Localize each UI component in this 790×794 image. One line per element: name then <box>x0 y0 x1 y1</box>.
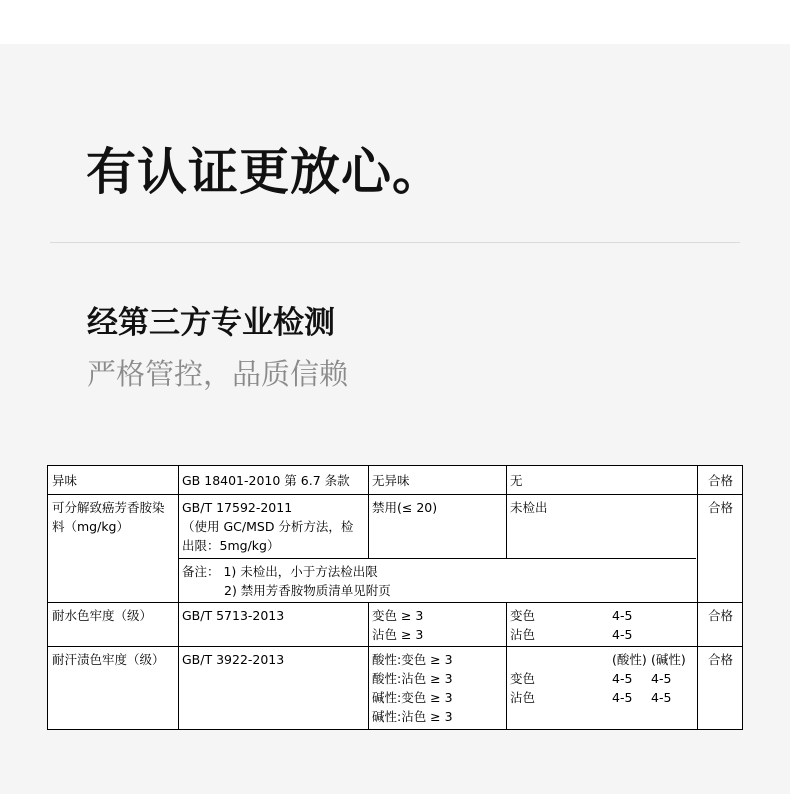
hero-title: 有认证更放心。 <box>86 143 443 201</box>
row-water-item: 耐水色牢度（级） <box>52 608 153 623</box>
divider <box>50 242 740 243</box>
row-water-result-label: 变色 <box>510 608 536 623</box>
row-amine-note: 备注： 1) 未检出，小于方法检出限 <box>182 564 378 579</box>
row-water-verdict: 合格 <box>708 608 734 623</box>
row-water-result-value: 4-5 <box>612 627 633 642</box>
row-amine-result: 未检出 <box>510 500 548 515</box>
row-sweat-result-acid: 4-5 <box>612 690 633 705</box>
row-amine-standard: （使用 GC/MSD 分析方法，检 <box>182 519 354 534</box>
row-amine-note: 2) 禁用芳香胺物质清单见附页 <box>224 583 391 598</box>
section-title: 经第三方专业检测 <box>87 305 335 341</box>
row-sweat-item: 耐汗渍色牢度（级） <box>52 652 165 667</box>
row-sweat-result-label: 沾色 <box>510 690 536 705</box>
row-amine-standard: GB/T 17592-2011 <box>182 500 293 515</box>
table-row-divider <box>48 602 742 603</box>
row-odor-item: 异味 <box>52 473 78 488</box>
row-amine-requirement: 禁用(≤ 20) <box>372 500 438 515</box>
row-sweat-requirement: 酸性:变色 ≥ 3 <box>372 652 453 667</box>
row-sweat-result-acid: 4-5 <box>612 671 633 686</box>
row-odor-result: 无 <box>510 473 523 488</box>
table-row-divider <box>48 494 742 495</box>
row-sweat-header-alkali: (碱性) <box>651 652 686 667</box>
test-report-table <box>47 465 743 730</box>
row-amine-verdict: 合格 <box>708 500 734 515</box>
row-water-result-value: 4-5 <box>612 608 633 623</box>
table-column-divider <box>697 466 698 729</box>
row-sweat-result-alkali: 4-5 <box>651 671 672 686</box>
row-sweat-verdict: 合格 <box>708 652 734 667</box>
section-subtitle: 严格管控，品质信赖 <box>87 357 349 391</box>
row-amine-item: 料（mg/kg） <box>52 519 129 534</box>
row-sweat-requirement: 酸性:沾色 ≥ 3 <box>372 671 453 686</box>
row-sweat-header-acid: (酸性) <box>612 652 647 667</box>
row-sweat-result-alkali: 4-5 <box>651 690 672 705</box>
row-odor-standard: GB 18401-2010 第 6.7 条款 <box>182 473 350 488</box>
row-amine-item: 可分解致癌芳香胺染 <box>52 500 165 515</box>
row-sweat-requirement: 碱性:沾色 ≥ 3 <box>372 709 453 724</box>
row-water-requirement: 沾色 ≥ 3 <box>372 627 424 642</box>
table-row-divider <box>48 646 742 647</box>
row-odor-requirement: 无异味 <box>372 473 410 488</box>
row-water-result-label: 沾色 <box>510 627 536 642</box>
row-sweat-result-label: 变色 <box>510 671 536 686</box>
row-amine-standard: 出限：5mg/kg） <box>182 538 280 553</box>
row-sweat-requirement: 碱性:变色 ≥ 3 <box>372 690 453 705</box>
row-odor-verdict: 合格 <box>708 473 734 488</box>
row-sweat-standard: GB/T 3922-2013 <box>182 652 285 667</box>
row-water-standard: GB/T 5713-2013 <box>182 608 285 623</box>
row-water-requirement: 变色 ≥ 3 <box>372 608 424 623</box>
